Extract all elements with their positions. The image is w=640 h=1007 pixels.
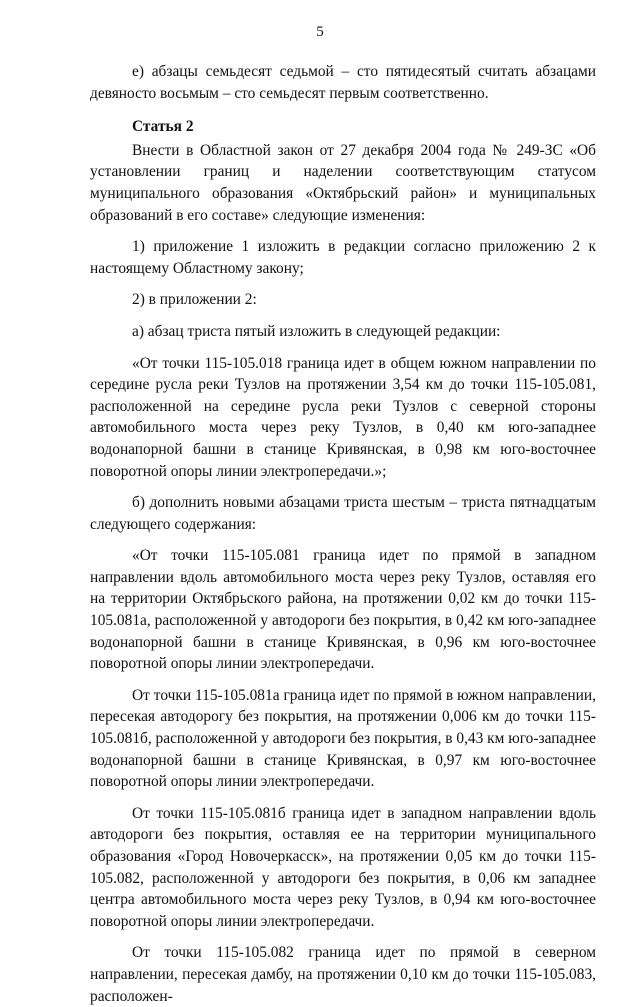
paragraph-amendment-e: е) абзацы семьдесят седьмой – сто пятидесятый считать абзацами девяносто восьмым – сто семьдесят первым соответственно. (90, 63, 596, 102)
paragraph-subitem-b: б) дополнить новыми абзацами триста шестым – триста пятнадцатым следующего содержания: (90, 494, 596, 533)
paragraph-boundary-point-081: «От точки 115-105.018 граница идет в общем южном направлении по середине русла реки Тузлов на протяжении 3,54 км до точки 115-105.081, расположенной на середине русла реки Тузлов с северной стороны автомобильного моста через реку Тузлов, в 0,40 км юго-западнее водонапорной башни в станице Кривянская, в 0,98 км юго-восточнее поворотной опоры линии электропередачи.»; (90, 354, 596, 480)
document-body (90, 61, 596, 1007)
paragraph-boundary-point-081a: От точки 115-105.081а граница идет по прямой в южном направлении, пересекая автодорогу без покрытия, на протяжении 0,006 км до точки 115-105.081б, расположенной у автодороги без покрытия, в 0,43 км юго-западнее водонапорной башни в станице Кривянская, в 0,97 км юго-восточнее поворотной опоры линии электропередачи. (90, 686, 596, 791)
paragraph-subitem-a: а) абзац триста пятый изложить в следующей редакции: (132, 322, 501, 340)
page-number: 5 (316, 24, 324, 40)
paragraph-boundary-point-081b: От точки 115-105.081б граница идет в западном направлении вдоль автодороги без покрытия, оставляя ее на территории муниципального образования «Город Новочеркасск», на протяжении 0,05 км до точки 115-105.082, расположенной у автодороги без покрытия, в 0,06 км западнее центра автомобильного моста через реку Тузлов, в 0,94 км юго-восточнее поворотной опоры линии электропередачи. (90, 804, 596, 930)
paragraph-boundary-point-081-west: «От точки 115-105.081 граница идет по прямой в западном направлении вдоль автомобильного моста через реку Тузлов, оставляя его на территории Октябрьского района, на протяжении 0,02 км до точки 115-105.081а, расположенной у автодороги без покрытия, в 0,42 км юго-западнее водонапорной башни в станице Кривянская, в 0,96 км юго-восточнее поворотной опоры линии электропередачи. (90, 547, 596, 673)
paragraph-item-1: 1) приложение 1 изложить в редакции согласно приложению 2 к настоящему Областному закону; (90, 238, 596, 277)
paragraph-item-2: 2) в приложении 2: (132, 291, 257, 309)
article-heading: Статья 2 (132, 118, 194, 136)
paragraph-article-intro: Внести в Областной закон от 27 декабря 2004 года № 249-ЗС «Об установлении границ и наделении соответствующим статусом муниципального образования «Октябрьский район» и муниципальных образований в его составе» следующие изменения: (90, 141, 596, 224)
paragraph-boundary-point-082: От точки 115-105.082 граница идет по прямой в северном направлении, пересекая дамбу, на протяжении 0,10 км до точки 115-105.083, расположен- (90, 944, 596, 1005)
